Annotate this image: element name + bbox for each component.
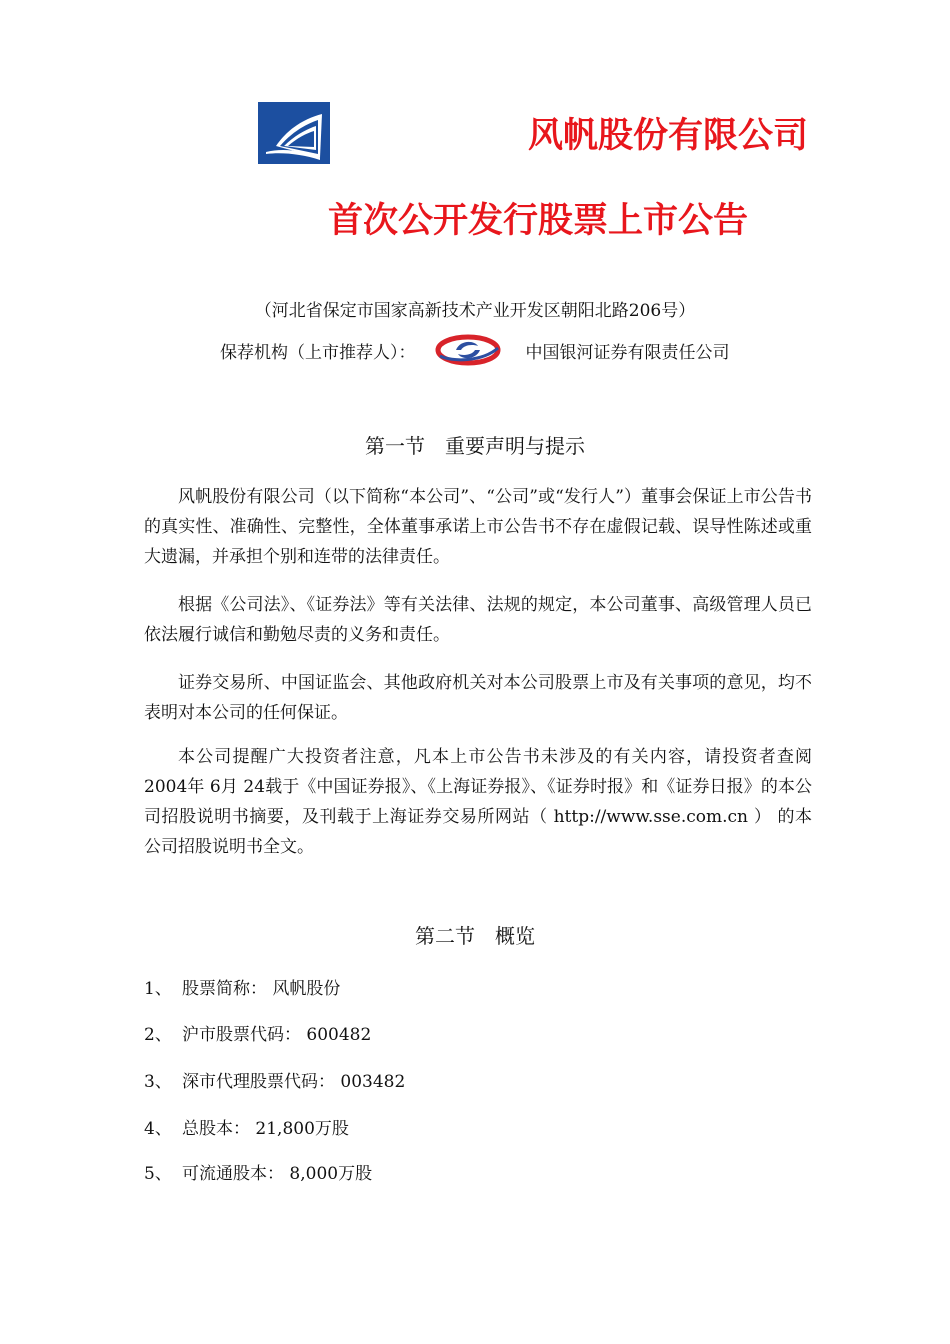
section-2-title: 第二节 概览	[415, 924, 535, 948]
company-name: 风帆股份有限公司	[528, 116, 809, 156]
sponsor-label: 保荐机构（上市推荐人）：	[220, 342, 416, 363]
paragraph-2: 根据《公司法》、《证券法》等有关法律、法规的规定，本公司董事、高级管理人员已依法履行诚信和勤勉尽责的义务和责任。	[144, 595, 812, 645]
paragraph-3: 证券交易所、中国证监会、其他政府机关对本公司股票上市及有关事项的意见，均不表明对本公司的任何保证。	[144, 673, 812, 723]
sponsor-name: 中国银河证券有限责任公司	[525, 342, 730, 363]
item-text: 可流通股本： 8,000万股	[182, 1164, 373, 1184]
overview-item	[144, 1069, 405, 1095]
item-text: 深市代理股票代码： 003482	[182, 1072, 406, 1092]
item-number: 5、	[144, 1164, 172, 1184]
paragraph-4: 本公司提醒广大投资者注意，凡本上市公告书未涉及的有关内容，请投资者查阅 2004年 6月 24载于《中国证券报》、《上海证券报》、《证券时报》和《证券日报》的本公司招股说明书摘要，及刊载于上海证券交易所网站（ http://www.sse.com.cn ） 的本公司招股说明书全文。	[144, 747, 812, 857]
item-number: 2、	[144, 1025, 172, 1045]
section-1-title: 第一节 重要声明与提示	[365, 434, 585, 458]
overview-item	[144, 1022, 371, 1048]
document-title: 首次公开发行股票上市公告	[328, 201, 749, 241]
galaxy-securities-logo-icon	[434, 332, 504, 368]
item-text: 沪市股票代码： 600482	[182, 1025, 372, 1045]
item-text: 总股本： 21,800万股	[182, 1119, 349, 1139]
overview-item	[144, 976, 340, 1002]
company-address: （河北省保定市国家高新技术产业开发区朝阳北路206号）	[254, 301, 696, 321]
item-number: 1、	[144, 979, 172, 999]
overview-item	[144, 1116, 349, 1142]
item-text: 股票简称： 风帆股份	[182, 979, 341, 999]
company-logo-icon	[258, 102, 330, 164]
sponsor-row	[220, 330, 730, 370]
overview-item	[144, 1161, 372, 1187]
paragraph-1: 风帆股份有限公司（以下简称“本公司”、“公司”或“发行人”）董事会保证上市公告书的真实性、准确性、完整性，全体董事承诺上市公告书不存在虚假记载、误导性陈述或重大遗漏，并承担个别和连带的法律责任。	[144, 487, 812, 567]
item-number: 4、	[144, 1119, 172, 1139]
item-number: 3、	[144, 1072, 172, 1092]
